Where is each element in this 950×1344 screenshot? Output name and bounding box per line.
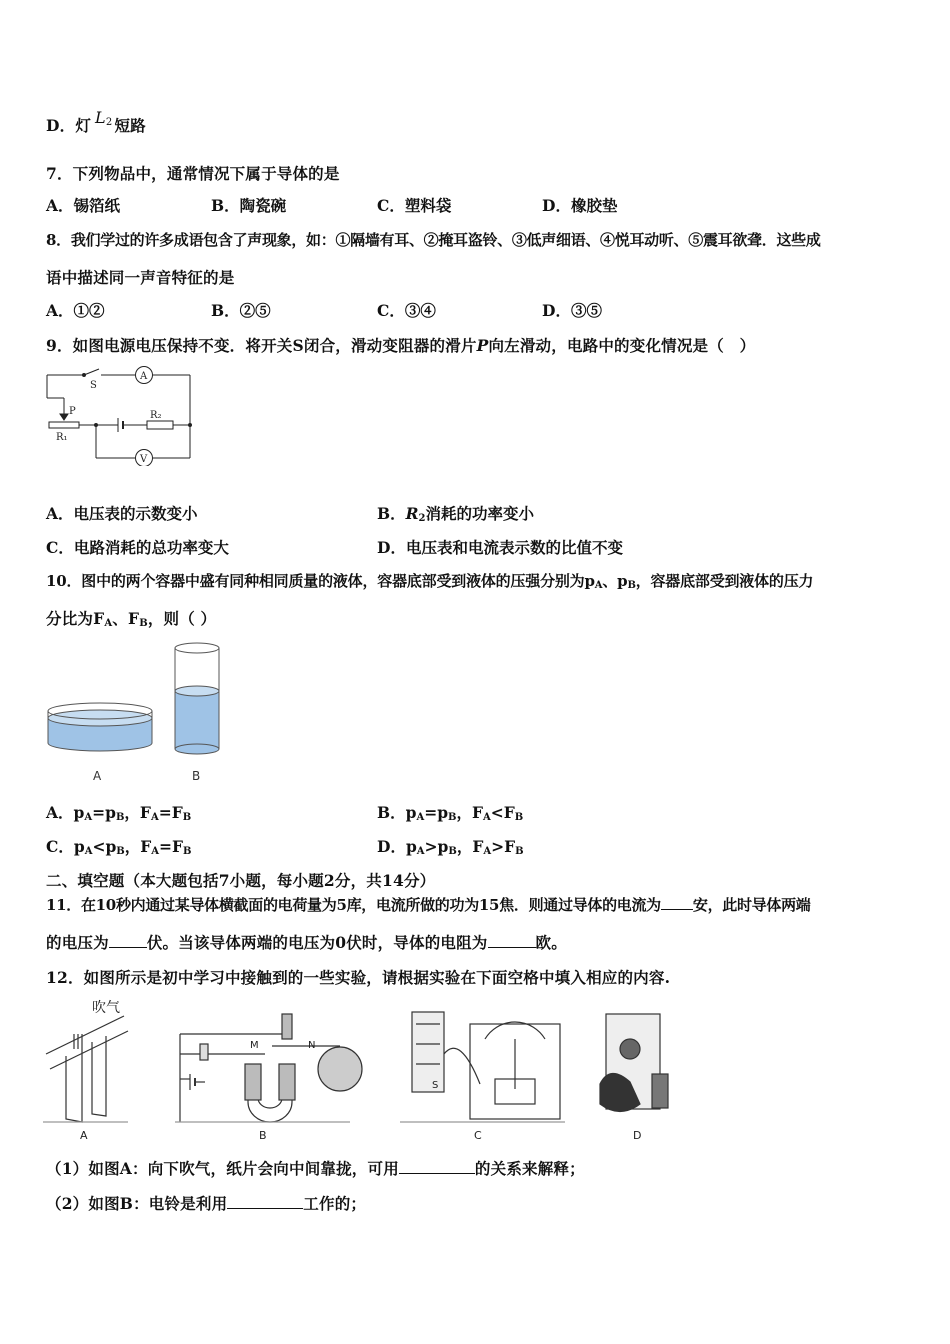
q7-option-a: A．锡箔纸 bbox=[46, 196, 121, 215]
q8-option-b: B．②⑤ bbox=[211, 301, 271, 320]
fig-d-speaker bbox=[600, 1014, 668, 1112]
section-2-heading: 二、填空题（本大题包括7小题，每小题2分，共14分） bbox=[46, 871, 436, 890]
q9-option-c: C．电路消耗的总功率变大 bbox=[46, 538, 229, 557]
fig-b-n: N bbox=[308, 1040, 316, 1051]
q10-option-b: B．$p_A=p_B$，$F_A<F_B$ bbox=[377, 803, 524, 823]
fig-caption-b: B bbox=[259, 1129, 267, 1142]
fig-c-s: S bbox=[432, 1080, 439, 1091]
q12-sub2: （2）如图B：电铃是利用 工作的； bbox=[46, 1194, 367, 1213]
q11-blank-2[interactable] bbox=[109, 933, 147, 948]
q11-blank-3[interactable] bbox=[488, 933, 536, 948]
q9-option-b: B．$R_2$消耗的功率变小 bbox=[377, 504, 534, 524]
q10-option-c: C．$p_A<p_B$，$F_A=F_B$ bbox=[46, 837, 192, 857]
fig-caption-c: C bbox=[474, 1129, 482, 1142]
circuit-label-v: V bbox=[140, 454, 148, 465]
q10-stem-line1: 10．图中的两个容器中盛有同种相同质量的液体，容器底部受到液体的压强分别为$p_A$、$p_B$，容器底部受到液体的压力 bbox=[46, 572, 814, 591]
fig-b-bell bbox=[175, 1014, 362, 1122]
q12-sub1: （1）如图A：向下吹气，纸片会向中间靠拢，可用 的关系来解释； bbox=[46, 1159, 585, 1178]
q11-line1: 11．在10秒内通过某导体横截面的电荷量为5库，电流所做的功为15焦．则通过导体的电流为 安，此时导体两端 bbox=[46, 896, 811, 914]
q8-stem-line1: 8．我们学过的许多成语包含了声现象，如：①隔墙有耳、②掩耳盗铃、③低声细语、④悦耳动听、⑤震耳欲聋．这些成 bbox=[46, 231, 821, 249]
q7-option-d: D．橡胶垫 bbox=[542, 196, 618, 215]
q12-stem: 12．如图所示是初中学习中接触到的一些实验，请根据实验在下面空格中填入相应的内容. bbox=[46, 968, 671, 987]
q12-blank-2[interactable] bbox=[227, 1194, 303, 1209]
q10-stem-line2: 分比为$F_A$、$F_B$，则（ ） bbox=[46, 609, 217, 629]
q9-option-d: D．电压表和电流表示数的比值不变 bbox=[377, 538, 623, 557]
q9-option-a: A．电压表的示数变小 bbox=[46, 504, 198, 523]
q8-option-d: D．③⑤ bbox=[542, 301, 602, 320]
fig-caption-d: D bbox=[633, 1129, 642, 1142]
q12-blank-1[interactable] bbox=[399, 1159, 475, 1174]
q9-stem: 9．如图电源电压保持不变．将开关S闭合，滑动变阻器的滑片P向左滑动，电路中的变化情况是（ ） bbox=[46, 336, 756, 355]
circuit-label-a: A bbox=[140, 371, 148, 382]
circuit-label-s: S bbox=[90, 380, 97, 391]
q11-line2: 的电压为 伏。当该导体两端的电压为0伏时，导体的电阻为 欧。 bbox=[46, 933, 567, 952]
circuit-label-p: P bbox=[69, 406, 76, 417]
q10-option-d: D．$p_A>p_B$，$F_A>F_B$ bbox=[377, 837, 524, 857]
container-label-a: A bbox=[93, 769, 102, 783]
circuit-label-r1: R₁ bbox=[56, 432, 68, 443]
q10-containers-figure bbox=[44, 638, 234, 788]
fig-a-papers bbox=[43, 1016, 128, 1122]
q7-option-c: C．塑料袋 bbox=[377, 196, 452, 215]
container-label-b: B bbox=[192, 769, 201, 783]
container-a bbox=[48, 703, 152, 751]
q8-option-a: A．①② bbox=[46, 301, 105, 320]
fig-a-text: 吹气 bbox=[92, 1000, 120, 1016]
q8-option-c: C．③④ bbox=[377, 301, 436, 320]
q11-blank-1[interactable] bbox=[661, 895, 693, 910]
q7-stem: 7．下列物品中，通常情况下属于导体的是 bbox=[46, 164, 340, 183]
q12-experiments-figure bbox=[40, 994, 680, 1144]
q10-option-a: A．$p_A=p_B$，$F_A=F_B$ bbox=[46, 803, 192, 823]
fig-c-galvanometer bbox=[400, 1012, 565, 1122]
fig-b-m: M bbox=[250, 1040, 259, 1051]
q6-option-d: D．灯 $L^2$ 短路 bbox=[46, 108, 146, 135]
fig-caption-a: A bbox=[80, 1129, 88, 1142]
q7-option-b: B．陶瓷碗 bbox=[211, 196, 287, 215]
q9-circuit-diagram bbox=[44, 366, 194, 466]
container-b bbox=[175, 643, 219, 754]
q8-stem-line2: 语中描述同一声音特征的是 bbox=[46, 268, 235, 287]
circuit-label-r2: R₂ bbox=[150, 410, 162, 421]
